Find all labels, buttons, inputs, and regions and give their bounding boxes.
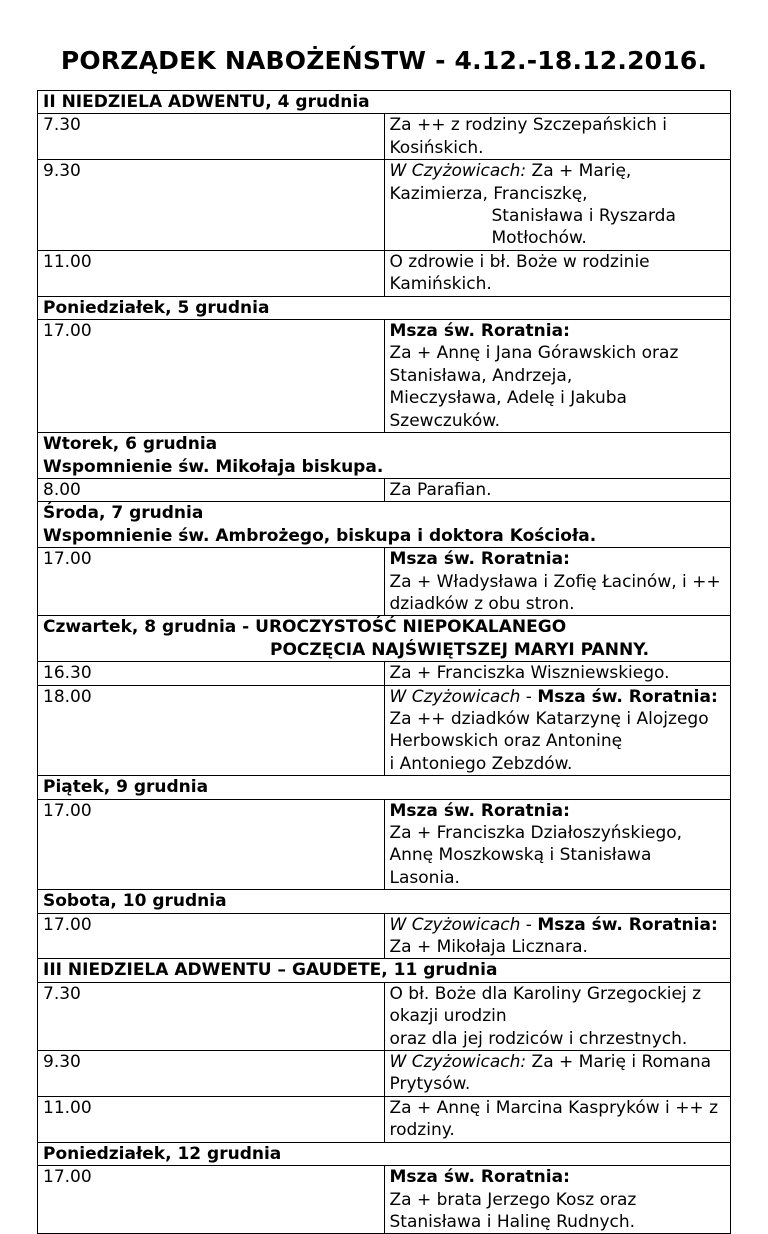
mass-row [38,1166,731,1234]
feast-title: Wspomnienie św. Ambrożego, biskupa i doktora Kościoła. [43,525,597,546]
mass-time: 7.30 [38,982,385,1050]
day-header: II NIEDZIELA ADWENTU, 4 grudnia [38,91,731,114]
mass-type: Msza św. Roratnia: [537,914,718,935]
mass-intention [384,160,731,251]
mass-intention [384,1166,731,1234]
mass-type: Msza św. Roratnia: [389,1167,570,1188]
mass-type: Msza św. Roratnia: [389,321,570,342]
feast-title: POCZĘCIA NAJŚWIĘTSZEJ MARYI PANNY. [270,639,650,660]
location-label: W Czyżowicach [389,686,521,707]
mass-time: 17.00 [38,913,385,959]
mass-row [38,478,731,501]
day-header: Sobota, 10 grudnia [38,890,731,913]
intention-line: Za ++ dziadków Katarzynę i Alojzego Herbowskich oraz Antoninę [389,708,709,752]
mass-row [38,250,731,296]
location-label: W Czyżowicach: [389,161,527,182]
mass-time: 11.00 [38,250,385,296]
mass-intention: O zdrowie i bł. Boże w rodzinie Kamińskich. [384,250,731,296]
mass-row [38,1096,731,1142]
day-header [38,433,731,479]
mass-intention: Za + Franciszka Wiszniewskiego. [384,662,731,685]
intention-line: Za + Marię, Kazimierza, Franciszkę, [389,161,632,204]
mass-row [38,160,731,251]
schedule-table [37,90,731,1234]
mass-intention: Za Parafian. [384,478,731,501]
day-header-row [38,1142,731,1165]
intention-line: Stanisława i Ryszarda Motłochów. [491,206,676,249]
mass-intention [384,1051,731,1097]
day-title: Czwartek, 8 grudnia - UROCZYSTOŚĆ NIEPOKALANEGO [43,617,567,638]
mass-time: 17.00 [38,548,385,616]
mass-intention: W Czyżowicach - Msza św. Roratnia: Za + Mikołaja Licznara. [384,913,731,959]
mass-time: 18.00 [38,685,385,776]
mass-time: 7.30 [38,114,385,160]
mass-type: Msza św. Roratnia: [389,800,570,821]
day-header-row [38,776,731,799]
mass-intention: Za + Annę i Marcina Kaspryków i ++ z rodziny. [384,1096,731,1142]
day-header [38,502,731,548]
mass-row [38,685,731,776]
mass-row [38,548,731,616]
day-header-row [38,502,731,548]
intention-line: Za + Mikołaja Licznara. [389,937,588,958]
mass-time: 17.00 [38,1166,385,1234]
page-title [0,46,768,76]
mass-type: Msza św. Roratnia: [389,549,570,570]
day-header-row [38,296,731,319]
intention-line: Za + Franciszka Działoszyńskiego, Annę Moszkowską i Stanisława [389,823,683,866]
mass-row [38,799,731,890]
mass-row [38,982,731,1050]
day-header-row [38,890,731,913]
title-part1: PORZĄDEK [60,46,225,75]
intention-line: oraz dla jej rodziców i chrzestnych. [389,1028,688,1049]
day-title: Wtorek, 6 grudnia [43,434,218,455]
intention-line: Za + brata Jerzego Kosz oraz Stanisława i Halinę Rudnych. [389,1189,637,1232]
day-header-row [38,959,731,982]
mass-intention: W Czyżowicach - Msza św. Roratnia: Za ++ dziadków Katarzynę i Alojzego Herbowskich oraz Antoninę i Antoniego Zebzdów. [384,685,731,776]
mass-row [38,114,731,160]
mass-time: 8.00 [38,478,385,501]
day-header: III NIEDZIELA ADWENTU – GAUDETE, 11 grudnia [38,959,731,982]
day-header: Piątek, 9 grudnia [38,776,731,799]
intention-line: Za + Annę i Jana Górawskich oraz Stanisława, Andrzeja, [389,343,679,386]
day-title: Środa, 7 grudnia [43,503,204,524]
day-header-row [38,91,731,114]
day-header [38,616,731,662]
mass-type: Msza św. Roratnia: [537,686,718,707]
mass-row [38,913,731,959]
mass-row [38,662,731,685]
day-header: Poniedziałek, 12 grudnia [38,1142,731,1165]
intention-line: Za + Władysława i Zofię Łacinów, i ++ dziadków z obu stron. [389,571,721,614]
title-part2: NABOŻEŃSTW - 4.12.-18.12.2016. [224,46,708,75]
mass-intention [384,548,731,616]
intention-line: Za + Marię i Romana Prytysów. [389,1052,712,1095]
mass-intention: Za ++ z rodziny Szczepańskich i Kosińskich. [384,114,731,160]
day-header-row [38,433,731,479]
mass-time: 16.30 [38,662,385,685]
mass-time: 11.00 [38,1096,385,1142]
mass-intention [384,982,731,1050]
feast-title: Wspomnienie św. Mikołaja biskupa. [43,456,384,477]
mass-intention [384,799,731,890]
intention-line: Lasonia. [389,867,460,888]
intention-line: i Antoniego Zebzdów. [389,753,573,774]
intention-line: Mieczysława, Adelę i Jakuba Szewczuków. [389,388,627,431]
mass-time: 17.00 [38,799,385,890]
mass-time: 9.30 [38,1051,385,1097]
location-label: W Czyżowicach [389,914,521,935]
intention-line: O bł. Boże dla Karoliny Grzegockiej z okazji urodzin [389,983,702,1027]
mass-time: 9.30 [38,160,385,251]
mass-row [38,320,731,433]
day-header-row [38,616,731,662]
mass-time: 17.00 [38,320,385,433]
location-label: W Czyżowicach: [389,1052,527,1073]
day-header: Poniedziałek, 5 grudnia [38,296,731,319]
mass-intention [384,320,731,433]
mass-row [38,1051,731,1097]
